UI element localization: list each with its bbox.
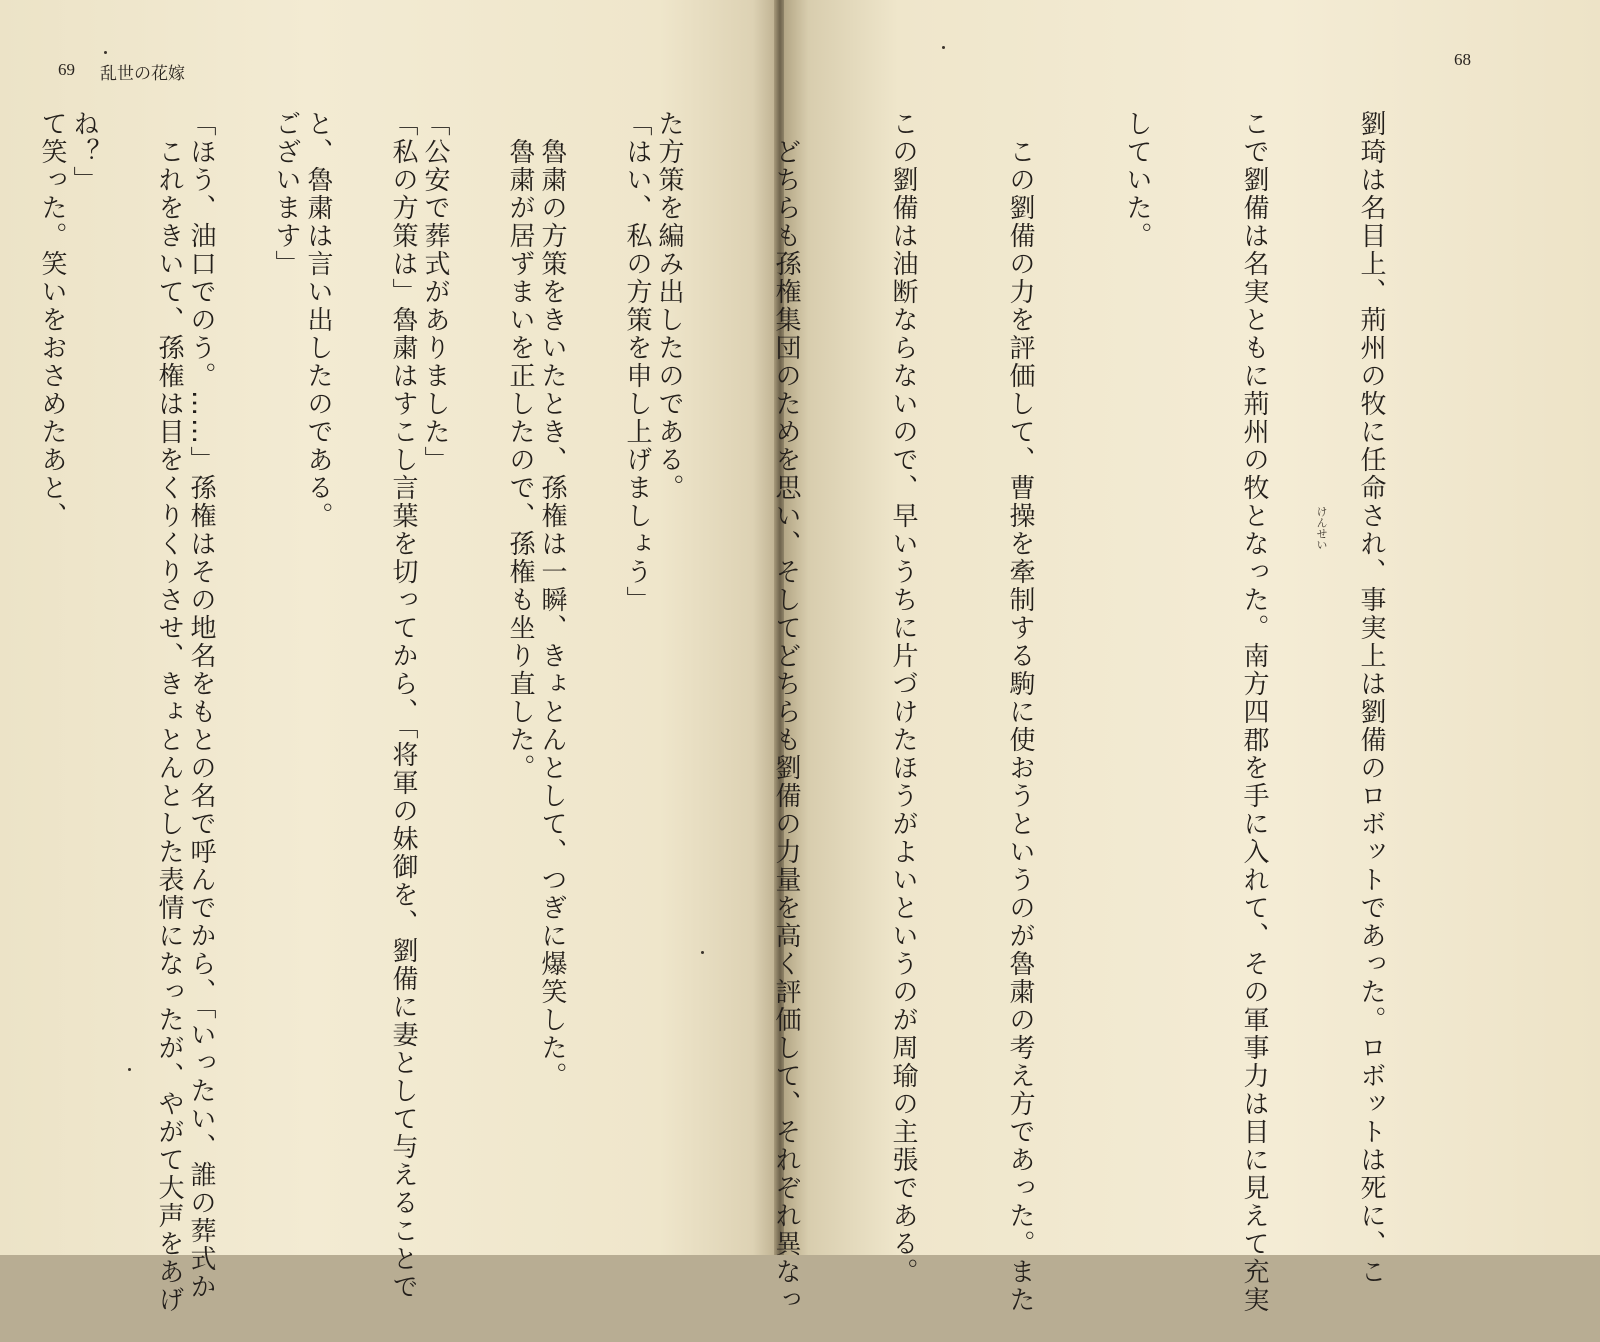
page-number-left: 69 bbox=[58, 60, 75, 79]
text-column: 「公安で葬式がありました」 bbox=[420, 110, 450, 474]
paper-speck bbox=[104, 51, 107, 54]
text-column: どちらも孫権集団のためを思い、そしてどちらも劉備の力量を高く評価して、それぞれ異なっ bbox=[771, 110, 801, 1314]
text-column: していた。 bbox=[1122, 110, 1152, 250]
text-column: ね？」 bbox=[69, 110, 99, 194]
text-column: ございます」 bbox=[271, 110, 301, 278]
text-column: た方策を編み出したのである。 bbox=[654, 110, 684, 502]
text-column: これをきいて、孫権は目をくりくりさせ、きょとんとした表情になったが、やがて大声をあげ bbox=[154, 110, 184, 1314]
text-column: 「ほう、油口でのう。……」孫権はその地名をもとの名で呼んでから、「いったい、誰の葬式か bbox=[186, 110, 216, 1301]
text-column: この劉備の力を評価して、曹操を牽制する駒に使おうというのが魯粛の考え方であった。また bbox=[1005, 110, 1035, 1314]
text-column: 魯粛が居ずまいを正したので、孫権も坐り直した。 bbox=[505, 110, 535, 782]
text-column: この劉備は油断ならないので、早いうちに片づけたほうがよいというのが周瑜の主張である。 bbox=[888, 110, 918, 1286]
page-number-right: 68 bbox=[1454, 50, 1471, 69]
text-column: 劉琦は名目上、荊州の牧に任命され、事実上は劉備のロボットであった。ロボットは死に、こ bbox=[1356, 110, 1386, 1286]
text-column: 魯粛の方策をきいたとき、孫権は一瞬、きょとんとして、つぎに爆笑した。 bbox=[537, 110, 567, 1090]
ruby-annotation: けんせい bbox=[1315, 506, 1328, 550]
text-column: 「私の方策は」魯粛はすこし言葉を切ってから、「将軍の妹御を、劉備に妻として与えることで bbox=[388, 110, 418, 1301]
text-column: 「はい、私の方策を申し上げましょう」 bbox=[622, 110, 652, 614]
text-column: こで劉備は名実ともに荊州の牧となった。南方四郡を手に入れて、その軍事力は目に見えて充実 bbox=[1239, 110, 1269, 1314]
paper-speck bbox=[942, 46, 945, 49]
text-column: と、魯粛は言い出したのである。 bbox=[303, 110, 333, 530]
running-head: 乱世の花嫁 bbox=[100, 64, 185, 84]
text-column: て笑った。笑いをおさめたあと、 bbox=[37, 110, 67, 530]
